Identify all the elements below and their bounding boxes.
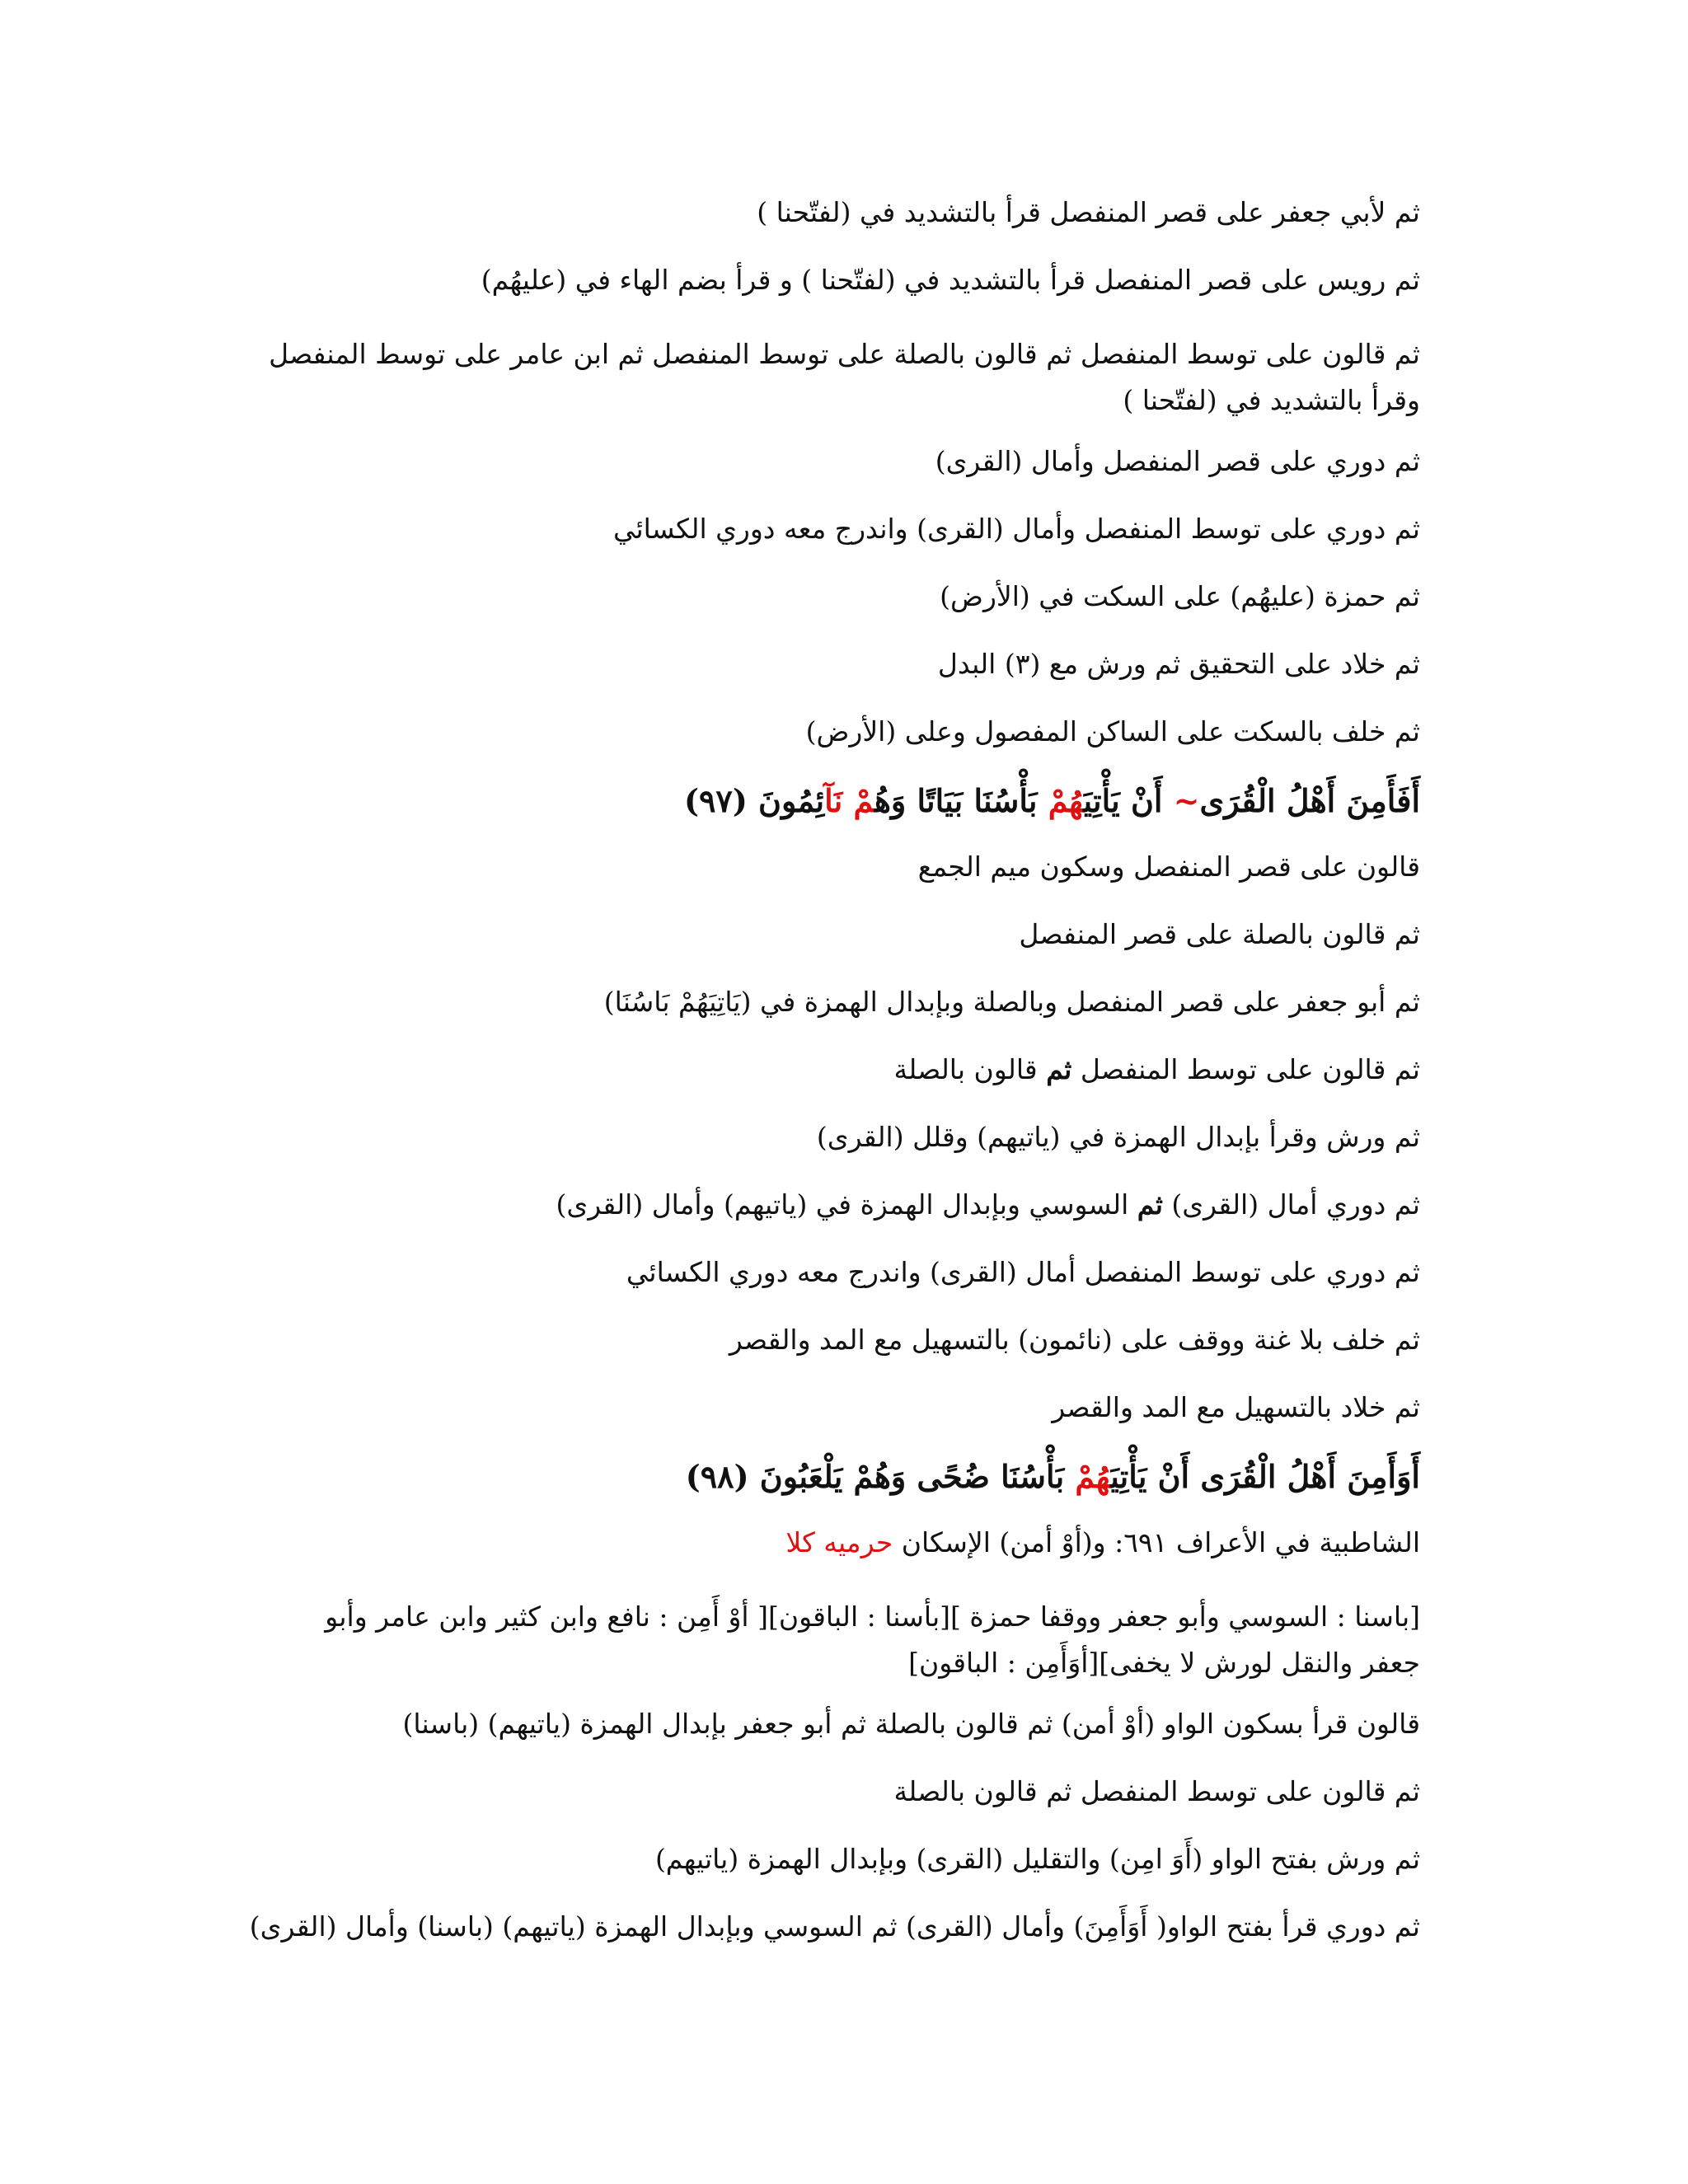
text-segment: ثم خلف بالسكت على الساكن المفصول وعلى (الأرض) xyxy=(805,715,1420,748)
text-line xyxy=(268,851,1420,883)
highlighted-text: ~ xyxy=(1173,782,1200,819)
text-segment: بَأْسُنَا بَيَاتًا وَهُ xyxy=(874,782,1048,819)
text-line xyxy=(268,1843,1420,1876)
text-segment: ثم حمزة (عليهُم) على السكت في (الأرض) xyxy=(940,580,1420,612)
text-segment: أَنْ يَأْتِيَ xyxy=(1083,782,1174,819)
text-segment: قالون على قصر المنفصل وسكون ميم الجمع xyxy=(917,851,1420,883)
text-line xyxy=(268,1594,1420,1686)
text-line xyxy=(268,918,1420,951)
text-segment: بَأْسُنَا ضُحًى وَهُمْ يَلْعَبُونَ (٩٨) xyxy=(685,1458,1076,1495)
text-segment: ثم دوري على توسط المنفصل أمال (القرى) واندرج معه دوري الكسائي xyxy=(626,1256,1420,1288)
text-segment: قالون بالصلة xyxy=(893,1053,1047,1085)
text-segment: ثم قالون على توسط المنفصل xyxy=(1071,1053,1420,1085)
text-line xyxy=(268,1053,1420,1086)
text-line xyxy=(268,986,1420,1019)
text-line xyxy=(268,1775,1420,1808)
text-segment: ثم دوري أمال (القرى) xyxy=(1162,1188,1420,1221)
text-line xyxy=(268,648,1420,681)
text-segment: ثم خلاد بالتسهيل مع المد والقصر xyxy=(1052,1391,1420,1423)
text-line xyxy=(268,715,1420,748)
text-line xyxy=(268,580,1420,613)
document-page xyxy=(249,196,1420,1978)
text-segment: ثم رويس على قصر المنفصل قرأ بالتشديد في (لفتّحنا ) و قرأ بضم الهاء في (عليهُم) xyxy=(481,264,1420,296)
text-line xyxy=(268,1391,1420,1424)
text-line xyxy=(268,331,1420,424)
text-segment: ئِمُونَ (٩٧) xyxy=(684,782,825,819)
highlighted-text: حرميه كلا xyxy=(785,1526,893,1558)
text-segment: الشاطبية في الأعراف ٦٩١: و(أوْ أمن) الإسكان xyxy=(893,1526,1420,1558)
highlighted-text: هُمْ xyxy=(1075,1458,1111,1495)
text-segment: قالون قرأ بسكون الواو (أوْ أمن) ثم قالون بالصلة ثم أبو جعفر بإبدال الهمزة (ياتيهم) (باسنا) xyxy=(402,1708,1420,1740)
text-line xyxy=(268,1526,1420,1559)
text-line xyxy=(268,513,1420,546)
text-line xyxy=(268,264,1420,297)
text-segment: ثم دوري قرأ بفتح الواو( أَوَأَمِنَ) وأمال (القرى) ثم السوسي وبإبدال الهمزة (ياتيهم) (باسنا) وأمال (القرى) xyxy=(249,1910,1420,1943)
bold-text: ثم xyxy=(1046,1053,1072,1085)
text-segment: ثم لأبي جعفر على قصر المنفصل قرأ بالتشديد في (لفتّحنا ) xyxy=(757,196,1420,228)
text-line xyxy=(249,1910,1420,1943)
bold-text: ثم xyxy=(1137,1188,1163,1221)
text-line xyxy=(268,1256,1420,1289)
text-segment: ثم قالون على توسط المنفصل ثم قالون بالصلة على توسط المنفصل ثم ابن عامر على توسط المنفصل وقرأ بالتشديد في (لفتّحنا ) xyxy=(269,338,1420,416)
text-segment: ثم خلاد على التحقيق ثم ورش مع (٣) البدل xyxy=(937,648,1420,680)
text-segment xyxy=(842,782,853,819)
text-line xyxy=(268,1324,1420,1357)
ayah-line xyxy=(268,1459,1420,1495)
text-segment: ثم دوري على توسط المنفصل وأمال (القرى) واندرج معه دوري الكسائي xyxy=(612,513,1420,545)
text-segment: أَوَأَمِنَ أَهْلُ الْقُرَى أَنْ يَأْتِيَ xyxy=(1110,1458,1420,1495)
ayah-line xyxy=(268,783,1420,819)
text-line xyxy=(268,1708,1420,1741)
text-segment: أَفَأَمِنَ أَهْلُ الْقُرَى xyxy=(1199,782,1420,819)
text-segment: ثم ورش بفتح الواو (أَوَ امِن) والتقليل (القرى) وبإبدال الهمزة (ياتيهم) xyxy=(654,1843,1420,1875)
highlighted-text: نَآ xyxy=(824,782,843,819)
text-segment: ثم ورش وقرأ بإبدال الهمزة في (ياتيهم) وقلل (القرى) xyxy=(816,1121,1420,1153)
text-segment: ثم أبو جعفر على قصر المنفصل وبالصلة وبإبدال الهمزة في (يَاتِيَهُمْ بَاسُنَا) xyxy=(603,986,1420,1018)
text-segment: [باسنا : السوسي وأبو جعفر ووقفا حمزة ][بأسنا : الباقون][ أوْ أَمِن : نافع وابن كثير وابن عامر وأبو جعفر والنقل لورش لا يخفى][أوَأَمِن : الباقون] xyxy=(325,1601,1420,1679)
text-segment: ثم خلف بلا غنة ووقف على (نائمون) بالتسهيل مع المد والقصر xyxy=(729,1324,1420,1356)
text-segment: ثم قالون على توسط المنفصل ثم قالون بالصلة xyxy=(893,1775,1420,1807)
highlighted-text: هُمْ xyxy=(1048,782,1084,819)
text-segment: السوسي وبإبدال الهمزة في (ياتيهم) وأمال (القرى) xyxy=(556,1188,1137,1221)
text-line xyxy=(268,196,1420,229)
highlighted-text: مْ xyxy=(853,782,874,819)
text-line xyxy=(268,1121,1420,1154)
text-segment: ثم قالون بالصلة على قصر المنفصل xyxy=(1019,918,1420,950)
text-segment: ثم دوري على قصر المنفصل وأمال (القرى) xyxy=(935,445,1420,477)
text-line xyxy=(268,1188,1420,1221)
text-line xyxy=(268,445,1420,478)
